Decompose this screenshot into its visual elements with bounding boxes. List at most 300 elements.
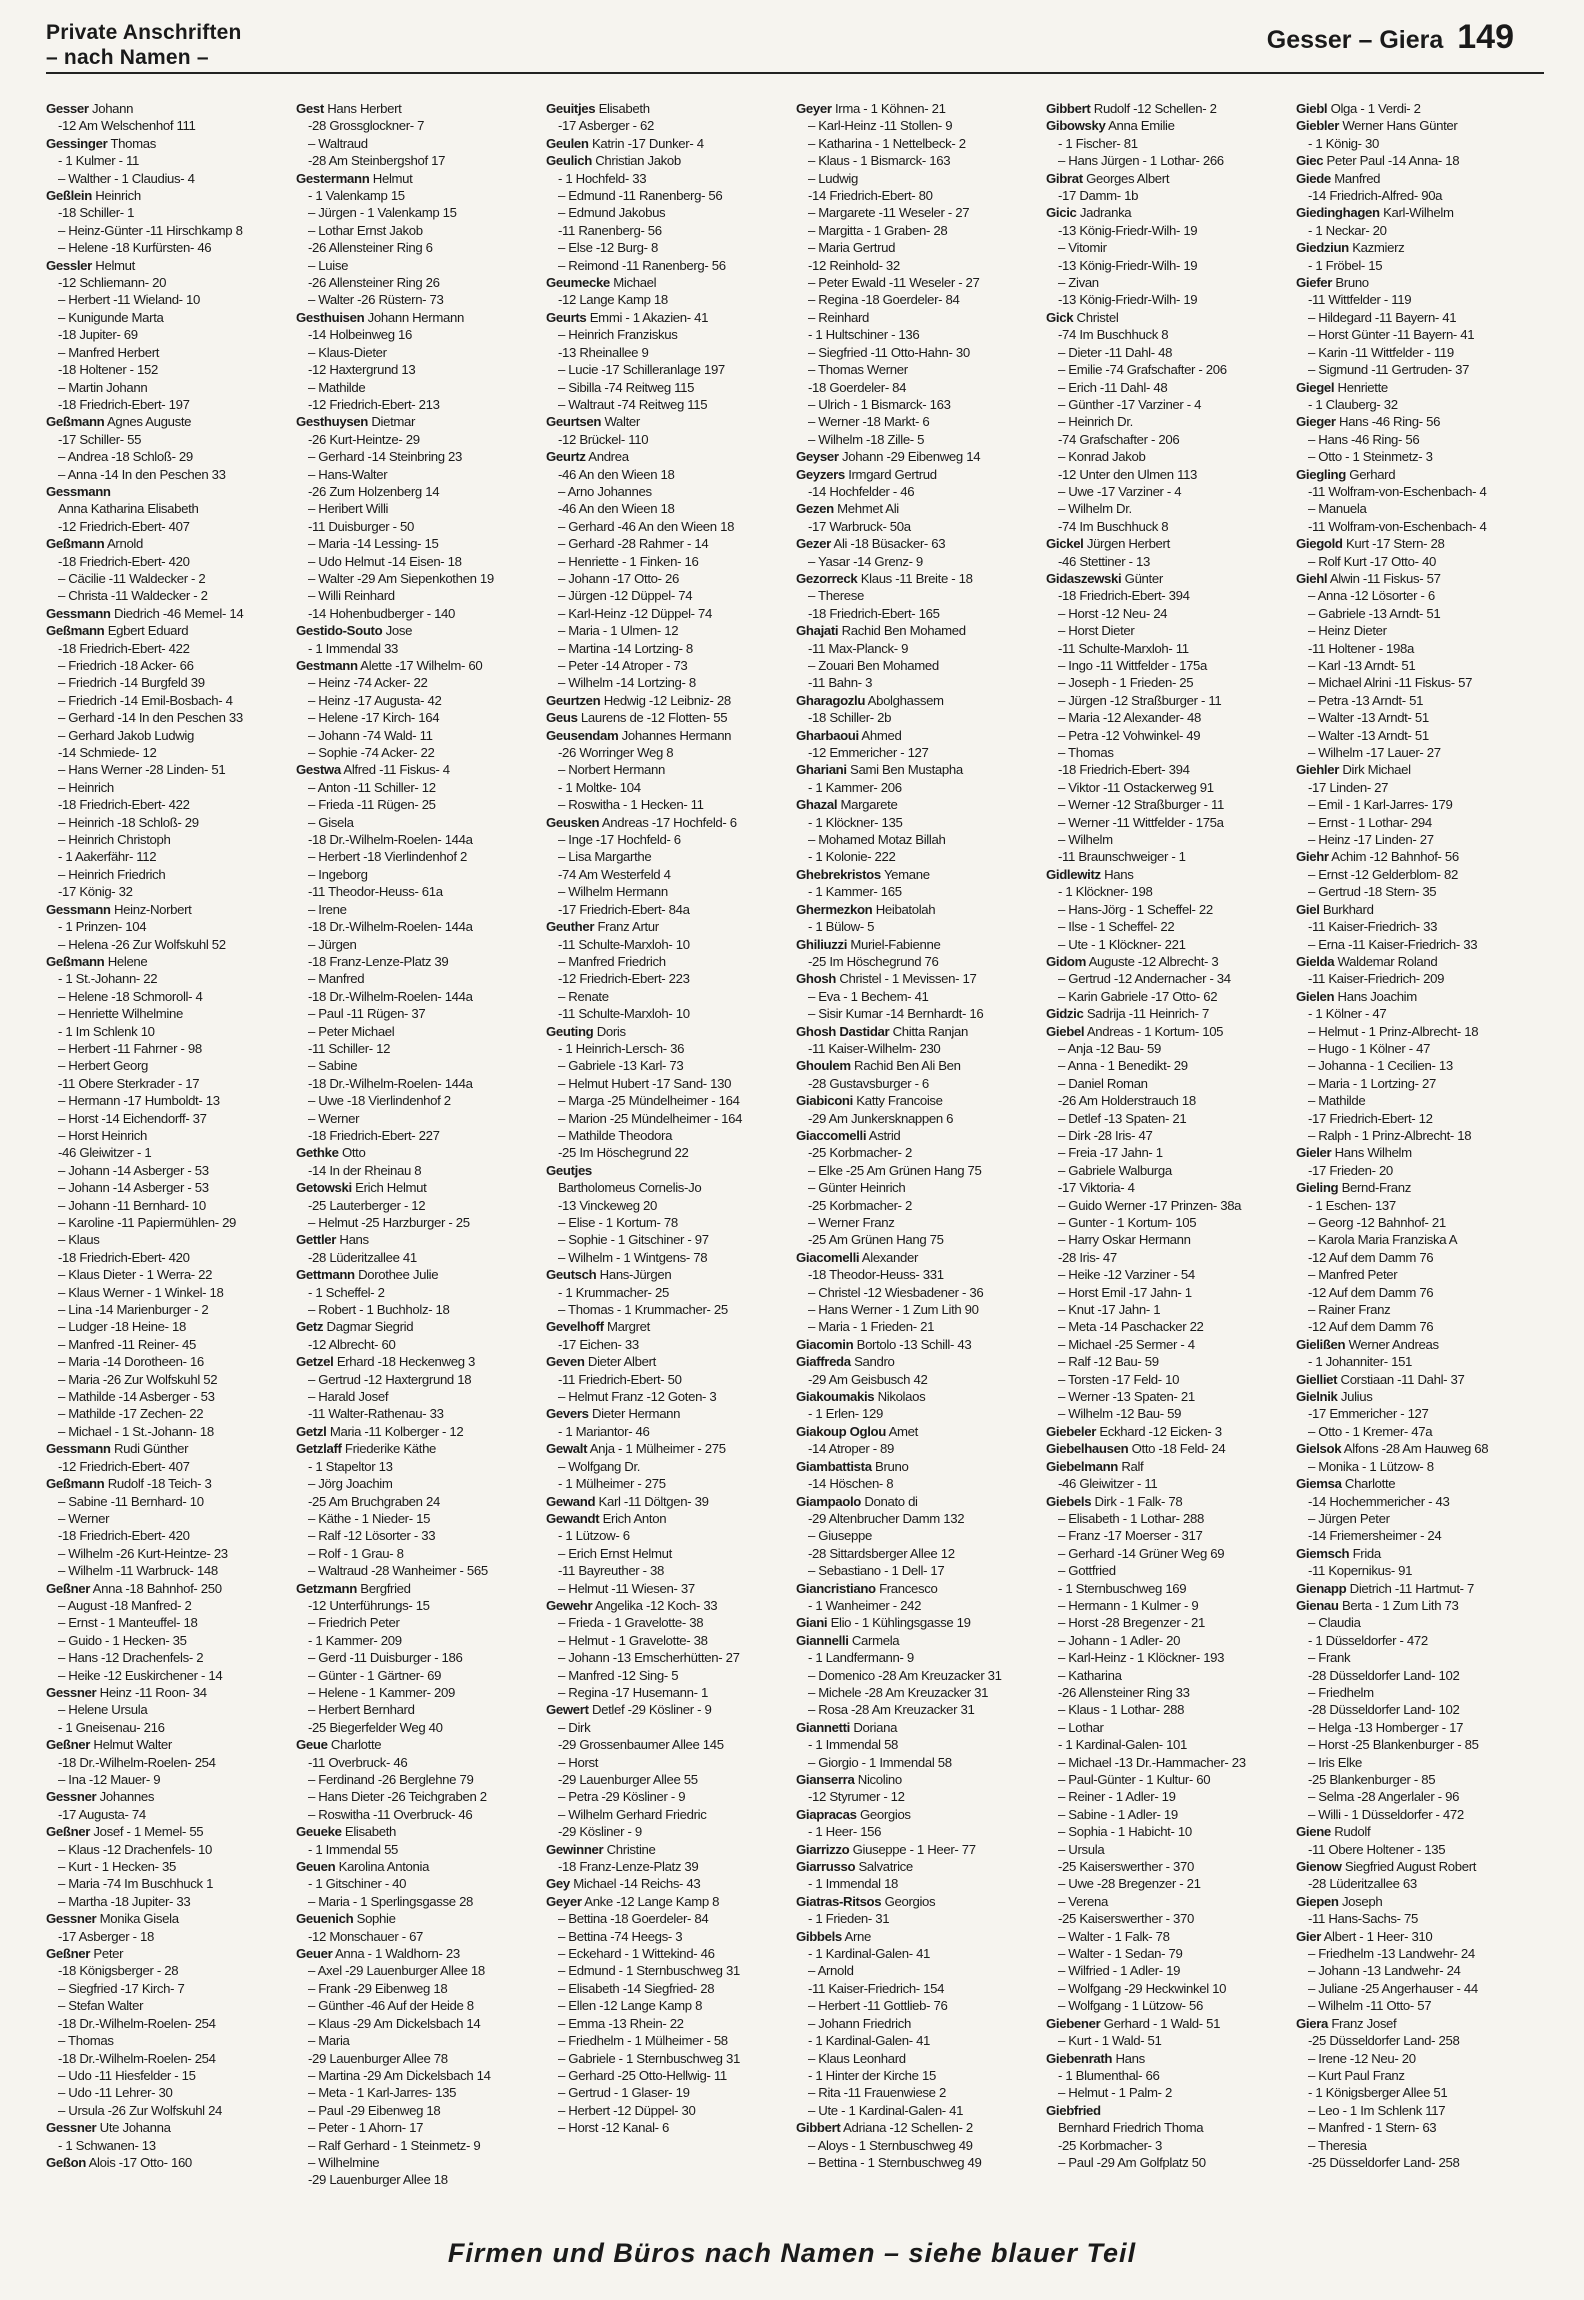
directory-entry — [796, 448, 1040, 465]
entry-surname: Gick — [1046, 309, 1074, 325]
entry-surname: Giampaolo — [796, 1493, 861, 1509]
entry-surname: Gewand — [546, 1493, 596, 1509]
entry-subline: – Gerhard -46 An den Wieen 18 — [558, 518, 735, 534]
entry-surname: Giedinghagen — [1296, 205, 1380, 221]
entry-subline: – Gertrud - 1 Glaser- 19 — [558, 2085, 690, 2101]
entry-subline: – Udo -11 Hiesfelder - 15 — [58, 2067, 196, 2083]
entry-surname: Gessner — [46, 1684, 97, 1700]
entry-continuation: -17 Eichen- 33 — [558, 1336, 639, 1352]
entry-continuation: -13 König-Friedr-Wilh- 19 — [1058, 292, 1198, 308]
entry-surname: Giannetti — [796, 1719, 850, 1735]
entry-details: Katrin -17 Dunker- 4 — [591, 135, 704, 151]
entry-continuation: -11 Kopernikus- 91 — [1308, 1563, 1413, 1579]
entry-details: Erich Helmut — [355, 1180, 427, 1196]
entry-details: Alette -17 Wilhelm- 60 — [360, 658, 483, 673]
entry-details: Giuseppe - 1 Heer- 77 — [852, 1841, 976, 1857]
entry-details: Julius — [1340, 1389, 1373, 1405]
entry-details: Helmut — [372, 170, 413, 186]
entry-subline: – Roswitha -11 Overbruck- 46 — [308, 1806, 473, 1822]
entry-surname: Gethke — [296, 1145, 339, 1161]
directory-entry — [1296, 901, 1540, 918]
entry-continuation: -11 Schulte-Marxloh- 10 — [558, 936, 690, 952]
directory-entry — [1296, 1440, 1540, 1457]
entry-continuation: -26 Worringer Weg 8 — [558, 745, 674, 761]
directory-entry — [296, 413, 540, 430]
page-number: 149 — [1457, 18, 1514, 56]
entry-continuation: -14 Hochfelder - 46 — [808, 483, 915, 499]
entry-subline: – Wilhelm -11 Otto- 57 — [1308, 1998, 1432, 2014]
column-2 — [296, 100, 540, 2240]
entry-subline: – Emma -13 Rhein- 22 — [558, 2015, 684, 2031]
entry-surname: Gessmann — [46, 483, 111, 499]
entry-details: Christian Jakob — [595, 153, 681, 169]
entry-subline: – Maria -12 Alexander- 48 — [1058, 710, 1201, 726]
entry-subline: – Monika - 1 Lützow- 8 — [1308, 1458, 1434, 1474]
entry-subline: – Jürgen -12 Straßburger - 11 — [1058, 692, 1222, 708]
directory-entry — [546, 1893, 790, 1910]
entry-subline: – Maria - 1 Lortzing- 27 — [1308, 1075, 1436, 1091]
entry-continuation: -11 Bahn- 3 — [808, 675, 873, 691]
entry-details: Friederike Käthe — [344, 1441, 437, 1457]
directory-entry — [46, 1684, 290, 1701]
entry-continuation: -18 Schiller- 2b — [808, 710, 892, 726]
entry-continuation: -18 Franz-Lenze-Platz 39 — [558, 1859, 699, 1875]
entry-details: Jürgen Herbert — [1086, 536, 1170, 552]
entry-subline: – Ralf -12 Bau- 59 — [1058, 1354, 1159, 1370]
entry-details: Georgios — [859, 1806, 911, 1822]
directory-entry — [796, 1771, 1040, 1788]
directory-entry — [1296, 1388, 1540, 1405]
directory-entry — [1296, 988, 1540, 1005]
directory-entry — [46, 187, 290, 204]
entry-continuation: - 1 Königsberger Allee 51 — [1308, 2085, 1448, 2101]
directory-entry — [1296, 761, 1540, 778]
directory-entry — [296, 1945, 540, 1962]
entry-surname: Getowski — [296, 1180, 352, 1196]
entry-subline: – Ludger -18 Heine- 18 — [58, 1319, 186, 1335]
entry-surname: Giatras-Ritsos — [796, 1893, 882, 1909]
entry-surname: Ghajati — [796, 623, 839, 639]
entry-surname: Geuen — [296, 1859, 336, 1875]
entry-continuation: - 1 Immendal 58 — [808, 1737, 899, 1753]
entry-subline: – Klaus Werner - 1 Winkel- 18 — [58, 1284, 224, 1300]
entry-continuation: -26 Kurt-Heintze- 29 — [308, 431, 420, 447]
entry-continuation: -14 Atroper - 89 — [808, 1441, 895, 1457]
entry-details: Anke -12 Lange Kamp 8 — [584, 1893, 720, 1909]
entry-subline: – Thomas — [58, 2033, 114, 2049]
directory-entry — [546, 135, 790, 152]
entry-continuation: - 1 Kammer- 165 — [808, 884, 902, 900]
entry-continuation: - 1 Moltke- 104 — [558, 779, 641, 795]
entry-continuation: -18 Friedrich-Ebert- 394 — [1058, 762, 1190, 778]
directory-entry — [46, 1440, 290, 1457]
entry-surname: Giene — [1296, 1824, 1331, 1840]
directory-entry — [46, 1475, 290, 1492]
entry-continuation: -26 Allensteiner Ring 26 — [308, 275, 440, 291]
entry-subline: – Rita -11 Frauenwiese 2 — [808, 2085, 946, 2101]
entry-continuation: -13 König-Friedr-Wilh- 19 — [1058, 222, 1198, 238]
entry-subline: – Sisir Kumar -14 Bernhardt- 16 — [808, 1006, 984, 1022]
entry-subline: – Peter Michael — [308, 1023, 395, 1039]
entry-subline: – Guido Werner -17 Prinzen- 38a — [1058, 1197, 1242, 1213]
entry-continuation: - 1 Heer- 156 — [808, 1824, 882, 1840]
directory-entry — [46, 135, 290, 152]
entry-details: Anna Emilie — [1108, 118, 1175, 134]
entry-details: Hans Wilhelm — [1334, 1145, 1412, 1161]
entry-subline: – Knut -17 Jahn- 1 — [1058, 1302, 1161, 1318]
entry-details: Christel - 1 Mevissen- 17 — [839, 971, 977, 987]
directory-entry — [1046, 1023, 1290, 1040]
entry-continuation: -46 Gleiwitzer - 11 — [1058, 1476, 1158, 1492]
entry-surname: Gey — [546, 1876, 570, 1892]
entry-subline: – Sophie - 1 Gitschiner - 97 — [558, 1232, 709, 1248]
entry-details: Thomas — [110, 135, 156, 151]
entry-subline: – Maria - 1 Frieden- 21 — [808, 1319, 935, 1335]
entry-subline: – Manuela — [1308, 501, 1367, 517]
entry-surname: Ghiliuzzi — [796, 936, 848, 952]
entry-surname: Gibbert — [1046, 101, 1091, 116]
entry-surname: Gibbert — [796, 2120, 841, 2136]
entry-subline: – Therese — [808, 588, 864, 604]
directory-entry — [46, 1788, 290, 1805]
entry-details: Dietrich -11 Hartmut- 7 — [1349, 1580, 1474, 1596]
directory-entry — [796, 1023, 1040, 1040]
entry-surname: Giacomelli — [796, 1249, 860, 1265]
entry-surname: Giebenrath — [1046, 2050, 1113, 2066]
entry-continuation: - 1 Heinrich-Lersch- 36 — [558, 1040, 685, 1056]
entry-surname: Giarrizzo — [796, 1841, 850, 1857]
entry-subline: – Helmut - 1 Palm- 2 — [1058, 2085, 1172, 2101]
entry-surname: Getzlaff — [296, 1441, 342, 1457]
entry-surname: Gevers — [546, 1406, 589, 1422]
entry-surname: Giehr — [1296, 849, 1329, 865]
entry-continuation: -17 Viktoria- 4 — [1058, 1180, 1135, 1196]
entry-surname: Gessinger — [46, 135, 108, 151]
entry-details: Dagmar Siegrid — [326, 1319, 414, 1335]
entry-continuation: -17 Friedrich-Ebert- 12 — [1308, 1110, 1433, 1126]
entry-subline: – Peter -14 Atroper - 73 — [558, 658, 688, 673]
entry-subline: – Helmut Franz -12 Goten- 3 — [558, 1389, 717, 1405]
entry-subline: – Regina -17 Husemann- 1 — [558, 1684, 708, 1700]
entry-details: Donato di — [864, 1493, 918, 1509]
entry-subline: – Ute - 1 Klöckner- 221 — [1058, 936, 1186, 952]
entry-surname: Gezen — [796, 501, 834, 517]
entry-subline: – Friedrich -14 Burgfeld 39 — [58, 675, 205, 691]
entry-subline: – Friedrich -14 Emil-Bosbach- 4 — [58, 692, 233, 708]
directory-entry — [46, 257, 290, 274]
directory-entry — [1296, 1144, 1540, 1161]
entry-subline: – Manfred - 1 Stern- 63 — [1308, 2120, 1437, 2136]
entry-surname: Gestido-Souto — [296, 623, 383, 639]
entry-surname: Gessmann — [46, 1441, 111, 1457]
entry-subline: – Arnold — [808, 1963, 854, 1979]
entry-details: Anna - 1 Waldhorn- 23 — [334, 1946, 460, 1962]
entry-continuation: -25 Lauterberger - 12 — [308, 1197, 426, 1213]
entry-subline: – Uwe -28 Bregenzer - 21 — [1058, 1876, 1201, 1892]
entry-continuation: Anna Katharina Elisabeth — [58, 501, 199, 517]
entry-subline: – Manfred -11 Reiner- 45 — [58, 1336, 196, 1352]
entry-subline: – Käthe - 1 Nieder- 15 — [308, 1510, 431, 1526]
entry-surname: Getzel — [296, 1354, 334, 1370]
directory-entry — [546, 692, 790, 709]
entry-subline: – Michele -28 Am Kreuzacker 31 — [808, 1684, 989, 1700]
directory-entry — [1046, 866, 1290, 883]
directory-entry — [1296, 1545, 1540, 1562]
entry-subline: – Dirk -28 Iris- 47 — [1058, 1127, 1153, 1143]
entry-subline: – Harald Josef — [308, 1389, 389, 1405]
directory-entry — [296, 761, 540, 778]
entry-details: Helmut Walter — [93, 1737, 172, 1753]
directory-entry — [796, 970, 1040, 987]
entry-subline: – Maria -26 Zur Wolfskuhl 52 — [58, 1371, 218, 1387]
entry-subline: – Klaus - 1 Bismarck- 163 — [808, 153, 951, 169]
entry-continuation: -14 Friedrich-Alfred- 90a — [1308, 188, 1443, 204]
entry-subline: – Johann -14 Asberger - 53 — [58, 1180, 209, 1196]
entry-subline: – Frieda -11 Rügen- 25 — [308, 797, 436, 813]
entry-details: Carmela — [851, 1632, 900, 1648]
entry-continuation: - 1 St.-Johann- 22 — [58, 971, 158, 987]
entry-continuation: -11 Friedrich-Ebert- 50 — [558, 1371, 682, 1387]
entry-subline: – Gerhard -14 Steinbring 23 — [308, 449, 463, 465]
entry-surname: Giakoumakis — [796, 1389, 875, 1405]
entry-subline: – Maria -74 Im Buschhuck 1 — [58, 1876, 214, 1892]
entry-subline: – Horst — [558, 1754, 599, 1770]
entry-details: Margarete — [840, 797, 898, 813]
entry-surname: Gianserra — [796, 1772, 855, 1787]
entry-subline: – Gerhard -28 Rahmer - 14 — [558, 536, 709, 552]
entry-details: Alwin -11 Fiskus- 57 — [1329, 570, 1441, 586]
entry-details: Heibatolah — [875, 901, 936, 917]
entry-surname: Geßon — [46, 2154, 87, 2170]
entry-details: Hans Joachim — [1337, 988, 1417, 1004]
directory-entry — [1046, 100, 1290, 117]
entry-subline: – Maria — [308, 2033, 350, 2049]
entry-details: Bernd-Franz — [1341, 1180, 1412, 1196]
entry-subline: – Wilhelmine — [308, 2154, 380, 2170]
entry-surname: Gessler — [46, 257, 92, 273]
entry-subline: – Gertrud -12 Andernacher - 34 — [1058, 971, 1231, 987]
entry-continuation: -28 Sittardsberger Allee 12 — [808, 1545, 955, 1561]
entry-continuation: -17 Friedrich-Ebert- 84a — [558, 901, 690, 917]
entry-details: Elio - 1 Kühlingsgasse 19 — [830, 1615, 971, 1631]
entry-subline: – Elisabeth -14 Siegfried- 28 — [558, 1980, 715, 1996]
entry-subline: – Erich -11 Dahl- 48 — [1058, 379, 1168, 395]
entry-subline: – Paul -29 Am Golfplatz 50 — [1058, 2154, 1206, 2170]
entry-subline: – Ellen -12 Lange Kamp 8 — [558, 1998, 703, 2014]
entry-details: Diedrich -46 Memel- 14 — [113, 605, 244, 621]
entry-surname: Gesthuysen — [296, 414, 368, 430]
entry-subline: – Margitta - 1 Graben- 28 — [808, 222, 948, 238]
entry-subline: – Günther -46 Auf der Heide 8 — [308, 1998, 474, 2014]
entry-subline: – Erna -11 Kaiser-Friedrich- 33 — [1308, 936, 1478, 952]
entry-continuation: - 1 Landfermann- 9 — [808, 1650, 914, 1666]
entry-surname: Geuitjes — [546, 101, 596, 116]
entry-subline: – Wilhelm -18 Zille- 5 — [808, 431, 925, 447]
entry-subline: – Irene — [308, 901, 347, 917]
entry-details: Burkhard — [1322, 901, 1374, 917]
entry-subline: – Mathilde Theodora — [558, 1127, 673, 1143]
entry-subline: – Hildegard -11 Bayern- 41 — [1308, 309, 1457, 325]
entry-subline: – Emilie -74 Grafschafter - 206 — [1058, 362, 1227, 378]
entry-subline: – Günther -17 Varziner - 4 — [1058, 396, 1202, 412]
entry-continuation: - 1 Fischer- 81 — [1058, 135, 1138, 151]
entry-continuation: -18 Dr.-Wilhelm-Roelen- 254 — [58, 2050, 216, 2066]
entry-subline: – Wilhelm -14 Lortzing- 8 — [558, 675, 696, 691]
entry-subline: – Herbert -11 Gottlieb- 76 — [808, 1998, 948, 2014]
entry-continuation: -14 In der Rheinau 8 — [308, 1162, 422, 1178]
entry-surname: Giacomin — [796, 1336, 854, 1352]
entry-subline: – Hans-Walter — [308, 466, 388, 482]
entry-subline: – Heinrich — [58, 779, 114, 795]
entry-subline: – Lothar Ernst Jakob — [308, 222, 423, 238]
entry-surname: Giedziun — [1296, 240, 1349, 256]
entry-details: Heinrich — [95, 188, 141, 204]
entry-subline: – Roswitha - 1 Hecken- 11 — [558, 797, 704, 813]
entry-subline: – Rolf Kurt -17 Otto- 40 — [1308, 553, 1436, 569]
directory-entry — [1046, 204, 1290, 221]
entry-subline: – Elisabeth - 1 Lothar- 288 — [1058, 1510, 1204, 1526]
entry-subline: – Ursula -26 Zur Wolfskuhl 24 — [58, 2102, 223, 2118]
page-range-block — [1267, 18, 1514, 57]
entry-subline: – Herbert -11 Fahrner - 98 — [58, 1040, 202, 1056]
entry-details: Muriel-Fabienne — [850, 936, 941, 952]
entry-subline: – Helmut Hubert -17 Sand- 130 — [558, 1075, 732, 1091]
entry-details: Hedwig -12 Leibniz- 28 — [603, 692, 731, 708]
entry-surname: Geven — [546, 1354, 585, 1370]
entry-surname: Geßner — [46, 1580, 91, 1596]
entry-surname: Giannelli — [796, 1632, 849, 1648]
directory-entry — [1296, 379, 1540, 396]
entry-subline: – Horst Heinrich — [58, 1127, 147, 1143]
entry-subline: – Wolfgang - 1 Lützow- 56 — [1058, 1998, 1203, 2014]
entry-surname: Gest — [296, 101, 324, 116]
entry-surname: Giabiconi — [796, 1093, 853, 1109]
directory-entry — [546, 1875, 790, 1892]
entry-subline: – Kurt - 1 Wald- 51 — [1058, 2033, 1162, 2049]
entry-details: Arnold — [106, 536, 143, 552]
entry-continuation: - 1 Valenkamp 15 — [308, 188, 405, 204]
entry-surname: Giebel — [1046, 1023, 1085, 1039]
entry-continuation: -26 Am Holderstrauch 18 — [1058, 1093, 1196, 1109]
entry-details: Dirk - 1 Falk- 78 — [1094, 1493, 1183, 1509]
directory-entry — [296, 1318, 540, 1335]
entry-surname: Gidlewitz — [1046, 866, 1101, 882]
entry-subline: – Lina -14 Marienburger - 2 — [58, 1302, 209, 1318]
directory-entry — [1296, 1179, 1540, 1196]
entry-subline: – Sibilla -74 Reitweg 115 — [558, 379, 695, 395]
directory-entry — [1046, 535, 1290, 552]
entry-subline: – Sabine — [308, 1058, 358, 1074]
entry-surname: Geurtzen — [546, 692, 601, 708]
entry-subline: – Mathilde -14 Asberger - 53 — [58, 1389, 215, 1405]
entry-details: Otto -18 Feld- 24 — [1131, 1441, 1226, 1457]
entry-surname: Giebelhausen — [1046, 1441, 1129, 1457]
directory-entry — [546, 448, 790, 465]
entry-subline: – Regina -18 Goerdeler- 84 — [808, 292, 960, 308]
entry-subline: – Uwe -17 Varziner - 4 — [1058, 483, 1182, 499]
entry-surname: Giegel — [1296, 379, 1335, 395]
entry-subline: – Ernst - 1 Manteuffel- 18 — [58, 1615, 198, 1631]
entry-continuation: -17 Linden- 27 — [1308, 779, 1389, 795]
entry-details: Amet — [888, 1423, 918, 1439]
entry-surname: Gielen — [1296, 988, 1335, 1004]
entry-details: Yemane — [883, 866, 930, 882]
entry-details: Dieter Hermann — [591, 1406, 681, 1422]
entry-surname: Gessner — [46, 1789, 97, 1805]
directory-entry — [796, 1423, 1040, 1440]
entry-continuation: -12 Brückel- 110 — [558, 431, 649, 447]
entry-continuation: -18 Holtener - 152 — [58, 362, 158, 378]
entry-subline: – Bettina -74 Heegs- 3 — [558, 1928, 683, 1944]
directory-entry — [796, 535, 1040, 552]
entry-continuation: -11 Kaiser-Wilhelm- 230 — [808, 1040, 941, 1056]
entry-details: Jose — [385, 623, 413, 639]
entry-subline: – Selma -28 Angerlaler - 96 — [1308, 1789, 1460, 1805]
entry-details: Arne — [844, 1928, 871, 1944]
entry-details: Franz Artur — [597, 919, 659, 935]
entry-details: Hans — [1115, 2050, 1145, 2066]
entry-subline: – Werner Franz — [808, 1215, 895, 1230]
entry-subline: – Edmund Jakobus — [558, 205, 666, 221]
directory-entry — [46, 953, 290, 970]
entry-details: Franz Josef — [1331, 2015, 1397, 2031]
entry-subline: – Margarete -11 Weseler - 27 — [808, 205, 970, 221]
entry-subline: – Ludwig — [808, 170, 858, 186]
entry-continuation: -11 Duisburger - 50 — [308, 518, 414, 534]
entry-subline: – Manfred Peter — [1308, 1267, 1398, 1283]
directory-entry — [46, 1736, 290, 1753]
entry-details: Ali -18 Büsacker- 63 — [833, 536, 946, 552]
entry-continuation: -46 Stettiner - 13 — [1058, 553, 1150, 569]
entry-details: Jadranka — [1079, 205, 1132, 221]
entry-continuation: -28 Lüderitzallee 41 — [308, 1249, 417, 1265]
entry-details: Rudolf -18 Teich- 3 — [107, 1476, 212, 1492]
entry-continuation: -29 Kösliner - 9 — [558, 1824, 642, 1840]
entry-subline: – Walter -26 Rüstern- 73 — [308, 292, 444, 308]
entry-surname: Giakoup Oglou — [796, 1423, 886, 1439]
entry-details: Helene — [107, 953, 148, 969]
entry-subline: – Lucie -17 Schilleranlage 197 — [558, 362, 725, 378]
entry-continuation: -46 Gleiwitzer - 1 — [58, 1145, 152, 1161]
entry-subline: – Martin Johann — [58, 379, 148, 395]
directory-entry — [546, 309, 790, 326]
directory-entry — [46, 901, 290, 918]
entry-continuation: -18 Dr.-Wilhelm-Roelen- 144a — [308, 919, 473, 935]
entry-details: Michael — [613, 275, 657, 291]
entry-subline: – Gisela — [308, 814, 354, 830]
directory-entry — [1046, 2050, 1290, 2067]
entry-subline: – Ingeborg — [308, 866, 368, 882]
entry-continuation: -12 Friedrich-Ebert- 213 — [308, 396, 440, 412]
entry-details: Kazmierz — [1352, 240, 1405, 256]
entry-subline: – Gerd -11 Duisburger - 186 — [308, 1650, 463, 1666]
entry-continuation: - 1 Mariantor- 46 — [558, 1423, 650, 1439]
entry-subline: – Maria - 1 Sperlingsgasse 28 — [308, 1893, 474, 1909]
entry-subline: – Joseph - 1 Frieden- 25 — [1058, 675, 1194, 691]
entry-surname: Giehl — [1296, 570, 1328, 586]
entry-subline: – Petra -29 Kösliner - 9 — [558, 1789, 686, 1805]
entry-subline: – Manfred Herbert — [58, 344, 160, 360]
entry-continuation: -18 Schiller- 1 — [58, 205, 135, 221]
entry-details: Rachid Ben Ali Ben — [854, 1058, 961, 1074]
directory-entry — [1296, 413, 1540, 430]
directory-entry — [46, 1910, 290, 1927]
entry-continuation: -74 Im Buschhuck 8 — [1058, 518, 1169, 534]
entry-subline: – Mathilde -17 Zechen- 22 — [58, 1406, 204, 1422]
entry-continuation: -18 Friedrich-Ebert- 197 — [58, 396, 190, 412]
entry-subline: – Leo - 1 Im Schlenk 117 — [1308, 2102, 1446, 2118]
directory-entry — [546, 152, 790, 169]
